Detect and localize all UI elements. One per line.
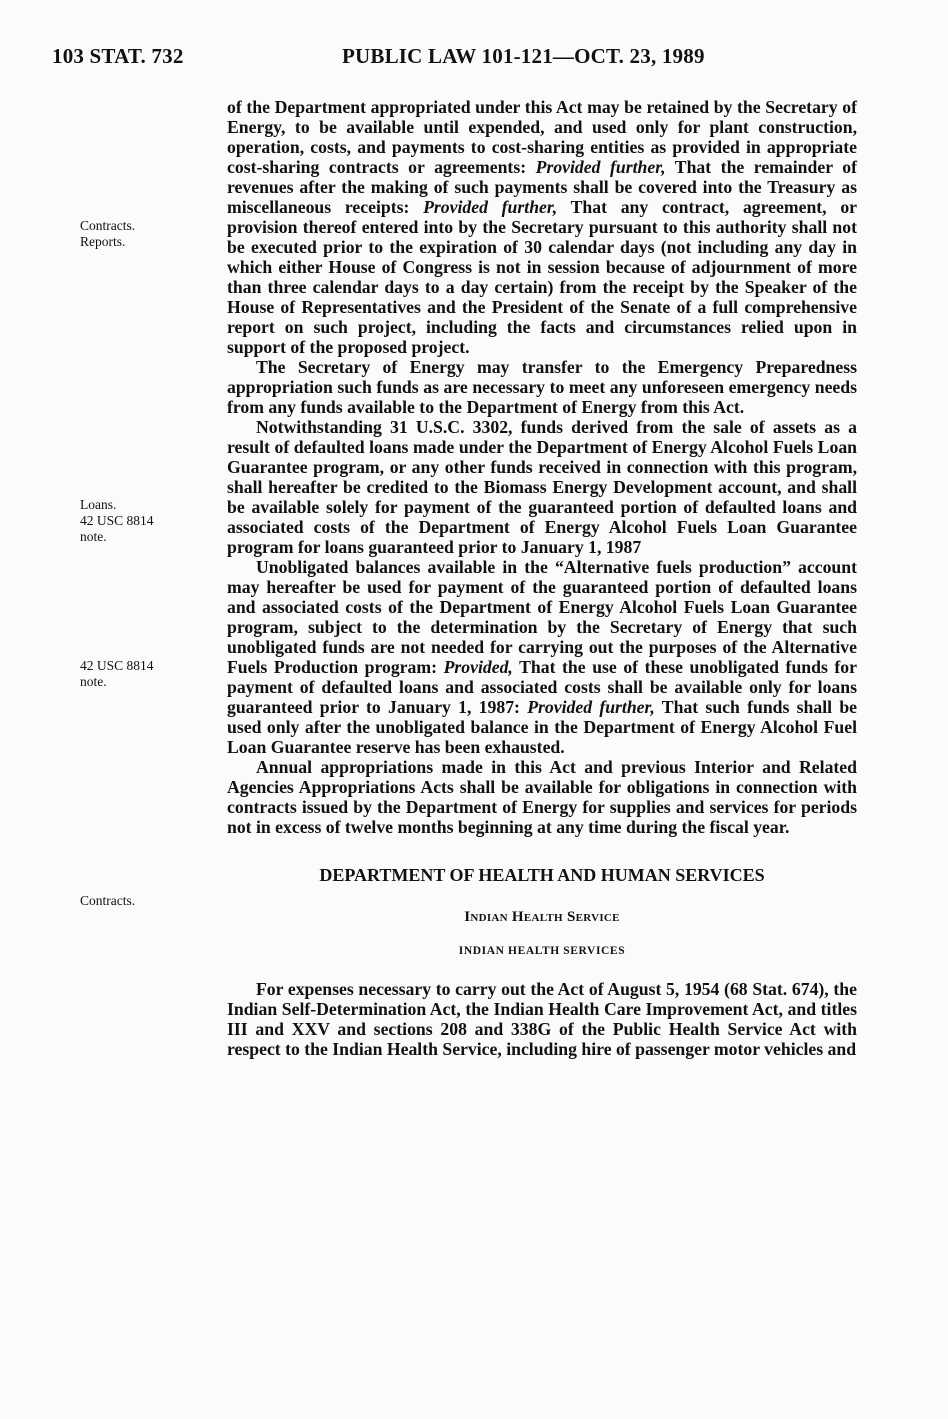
statute-page-number: 103 STAT. 732 bbox=[52, 44, 184, 68]
margin-note-line: 42 USC 8814 bbox=[80, 658, 154, 673]
public-law-citation: PUBLIC LAW 101-121—OCT. 23, 1989 bbox=[342, 44, 705, 68]
agency-heading: Indian Health Service bbox=[464, 909, 620, 925]
italic-proviso: Provided further, bbox=[527, 697, 655, 717]
page-body bbox=[227, 97, 857, 1059]
paragraph-revenues bbox=[227, 97, 857, 357]
margin-note-line: 42 USC 8814 bbox=[80, 513, 154, 528]
text-run: Unobligated balances available in the “Alternative fuels production” account may hereafter be used for payment of the guaranteed portion of defaulted loans and associated costs of the Department of Energy Alcohol Fuels Loan Guarantee program, subject to the determination by the Secretary of Energy that such unobligated funds are not needed for carrying out the purposes of the Alternative Fuels Production program: bbox=[227, 557, 857, 677]
margin-note-usc bbox=[80, 658, 200, 690]
margin-note-line: Contracts. bbox=[80, 893, 136, 908]
account-heading: INDIAN HEALTH SERVICES bbox=[458, 945, 626, 957]
paragraph-indian-health-expenses: For expenses necessary to carry out the Act of August 5, 1954 (68 Stat. 674), the Indian Self-Determination Act, the Indian Health Care Improvement Act, and titles III and XXV and sections 208 and 338G of the Public Health Service Act with respect to the Indian Health Service, including hire of passenger motor vehicles and bbox=[227, 979, 857, 1059]
page-header bbox=[52, 44, 742, 74]
text-run: That the use of these unobligated funds for payment of defaulted loans and associated costs shall be available only for loans guaranteed prior to January 1, 1987: bbox=[227, 657, 857, 717]
text-run: That the remainder of revenues after the making of such payments shall be covered into the Treasury as miscellaneous receipts: bbox=[227, 157, 857, 217]
italic-proviso: Provided further, bbox=[535, 157, 666, 177]
text-run: That any contract, agreement, or provision thereof entered into by the Secretary pursuant to this authority shall not be executed prior to the expiration of 30 calendar days (not including any day in which either House of Congress is not in session because of adjournment of more than three calendar days to a day certain) from the receipt by the Speaker of the House of Representatives and the President of the Senate of a full comprehensive report on such project, including the facts and circumstances relied upon in support of the proposed project. bbox=[227, 197, 858, 357]
text-run: That such funds shall be used only after the unobligated balance in the Department of Energy Alcohol Fuel Loan Guarantee reserve has been exhausted. bbox=[227, 697, 858, 757]
department-heading: DEPARTMENT OF HEALTH AND HUMAN SERVICES bbox=[319, 865, 765, 885]
margin-note-line: note. bbox=[80, 674, 107, 689]
margin-note-contracts-reports bbox=[80, 218, 200, 250]
text-run: of the Department appropriated under this Act may be retained by the Secretary of Energy, to be available until expended, and used only for plant construction, operation, costs, and payments to cost-sharing entities as provided in appropriate cost-sharing contracts or agreements: bbox=[227, 97, 857, 177]
paragraph-annual-appropriations: Annual appropriations made in this Act and previous Interior and Related Agencies Appropriations Acts shall be available for obligations in connection with contracts issued by the Department of Energy for supplies and services for periods not in excess of twelve months beginning at any time during the fiscal year. bbox=[227, 757, 857, 837]
paragraph-emergency-transfer: The Secretary of Energy may transfer to the Emergency Preparedness appropriation such funds as are necessary to meet any unforeseen emergency needs from any funds available to the Department of Energy from this Act. bbox=[227, 357, 857, 417]
margin-note-contracts bbox=[80, 893, 200, 909]
paragraph-unobligated-balances bbox=[227, 557, 857, 757]
italic-proviso: Provided further, bbox=[423, 197, 558, 217]
paragraph-defaulted-loans: Notwithstanding 31 U.S.C. 3302, funds derived from the sale of assets as a result of defaulted loans made under the Department of Energy Alcohol Fuels Loan Guarantee program, or any other funds received in connection with this program, shall hereafter be credited to the Biomass Energy Development account, and shall be available solely for payment of the guaranteed portion of defaulted loans and associated costs of the Department of Energy Alcohol Fuels Loan Guarantee program for loans guaranteed prior to January 1, 1987 bbox=[227, 417, 857, 557]
margin-note-line: Contracts. bbox=[80, 218, 136, 233]
margin-note-line: Reports. bbox=[80, 234, 126, 249]
italic-proviso: Provided, bbox=[443, 657, 513, 677]
margin-note-loans bbox=[80, 497, 200, 545]
margin-note-line: note. bbox=[80, 529, 107, 544]
margin-note-line: Loans. bbox=[80, 497, 117, 512]
